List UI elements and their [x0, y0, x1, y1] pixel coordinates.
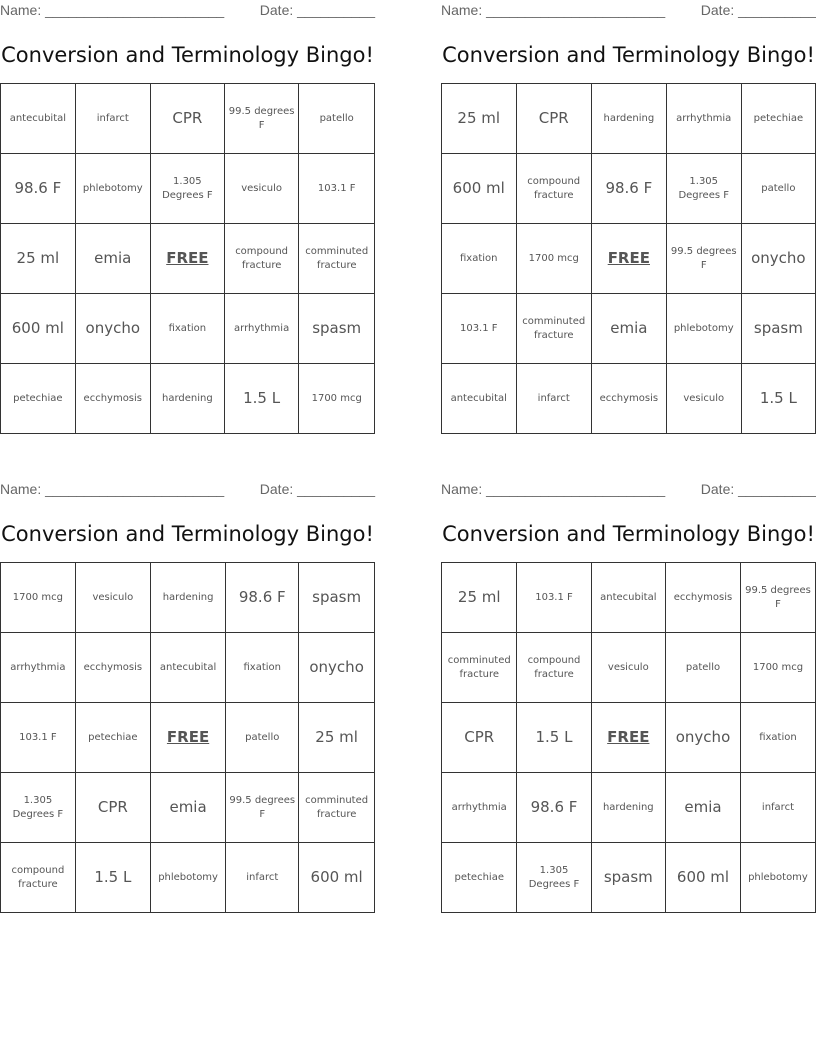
bingo-cell: hardening [150, 563, 225, 633]
free-space-cell: FREE [150, 703, 225, 773]
bingo-row [1, 364, 375, 434]
bingo-row [1, 563, 375, 633]
bingo-cell: fixation [150, 294, 224, 364]
bingo-cell: fixation [226, 633, 299, 703]
bingo-cell: CPR [150, 84, 224, 154]
name-date-row [441, 0, 816, 22]
bingo-cell: ecchymosis [75, 633, 150, 703]
bingo-cell: petechiae [1, 364, 76, 434]
name-date-row [441, 479, 816, 501]
bingo-cell: arrhythmia [666, 84, 741, 154]
bingo-cell: spasm [591, 843, 666, 913]
bingo-row [442, 563, 816, 633]
bingo-cell: patello [299, 84, 375, 154]
bingo-cell: arrhythmia [442, 773, 517, 843]
bingo-row [1, 84, 375, 154]
bingo-cell: vesiculo [591, 633, 666, 703]
bingo-cell: emia [150, 773, 225, 843]
card-title: Conversion and Terminology Bingo! [442, 522, 815, 546]
free-space-cell: FREE [591, 703, 666, 773]
bingo-cell: onycho [741, 224, 815, 294]
name-field-label: Name: _______________________ [0, 2, 225, 18]
bingo-row [1, 843, 375, 913]
bingo-cell: phlebotomy [740, 843, 815, 913]
bingo-cell: 98.6 F [591, 154, 666, 224]
bingo-cell: 25 ml [299, 703, 375, 773]
bingo-cell: 98.6 F [226, 563, 299, 633]
bingo-cell: 1700 mcg [740, 633, 815, 703]
bingo-cell: 600 ml [1, 294, 76, 364]
bingo-row [442, 773, 816, 843]
bingo-cell: 25 ml [1, 224, 76, 294]
bingo-cell: spasm [299, 563, 375, 633]
name-field-label: Name: _______________________ [441, 481, 666, 497]
bingo-cell: comminuted fracture [442, 633, 517, 703]
bingo-cell: 1.305 Degrees F [666, 154, 741, 224]
bingo-cell: patello [666, 633, 741, 703]
bingo-cell: CPR [442, 703, 517, 773]
bingo-cell: 103.1 F [299, 154, 375, 224]
bingo-cell: comminuted fracture [299, 773, 375, 843]
bingo-cell: 98.6 F [517, 773, 591, 843]
bingo-cell: 103.1 F [517, 563, 591, 633]
bingo-cell: 1.305 Degrees F [1, 773, 76, 843]
bingo-row [442, 633, 816, 703]
bingo-cell: patello [741, 154, 815, 224]
bingo-cell: antecubital [1, 84, 76, 154]
bingo-cell: petechiae [442, 843, 517, 913]
bingo-cell: 1700 mcg [1, 563, 76, 633]
bingo-cell: arrhythmia [224, 294, 299, 364]
bingo-cell: ecchymosis [666, 563, 741, 633]
bingo-cell: 25 ml [442, 84, 517, 154]
bingo-cell: vesiculo [224, 154, 299, 224]
bingo-cell: vesiculo [666, 364, 741, 434]
bingo-cell: compound fracture [224, 224, 299, 294]
bingo-cell: emia [591, 294, 666, 364]
bingo-cell: ecchymosis [591, 364, 666, 434]
bingo-cell: hardening [591, 773, 666, 843]
bingo-cell: antecubital [150, 633, 225, 703]
bingo-row [442, 364, 816, 434]
bingo-row [1, 773, 375, 843]
bingo-grid [441, 562, 816, 913]
bingo-cell: 103.1 F [1, 703, 76, 773]
bingo-grid [441, 83, 816, 434]
bingo-cell: 1.305 Degrees F [517, 843, 591, 913]
bingo-cell: phlebotomy [666, 294, 741, 364]
bingo-cell: 1700 mcg [516, 224, 591, 294]
bingo-cell: antecubital [591, 563, 666, 633]
bingo-cell: infarct [226, 843, 299, 913]
bingo-row [442, 294, 816, 364]
bingo-cell: 1.5 L [741, 364, 815, 434]
bingo-cell: onycho [75, 294, 150, 364]
bingo-cell: vesiculo [75, 563, 150, 633]
bingo-cell: 99.5 degrees F [740, 563, 815, 633]
bingo-cell: infarct [75, 84, 150, 154]
bingo-cell: comminuted fracture [516, 294, 591, 364]
bingo-cell: emia [75, 224, 150, 294]
bingo-cell: emia [666, 773, 741, 843]
bingo-cell: onycho [666, 703, 741, 773]
date-field-label: Date: __________ [259, 2, 375, 18]
bingo-cell: 600 ml [299, 843, 375, 913]
bingo-row [1, 224, 375, 294]
bingo-cell: 25 ml [442, 563, 517, 633]
card-title: Conversion and Terminology Bingo! [1, 43, 374, 67]
bingo-cell: petechiae [75, 703, 150, 773]
bingo-cell: 1.5 L [224, 364, 299, 434]
bingo-cell: onycho [299, 633, 375, 703]
bingo-cell: compound fracture [517, 633, 591, 703]
bingo-cell: antecubital [442, 364, 517, 434]
bingo-cell: 99.5 degrees F [666, 224, 741, 294]
bingo-row [442, 154, 816, 224]
bingo-cell: 1700 mcg [299, 364, 375, 434]
bingo-cell: 98.6 F [1, 154, 76, 224]
bingo-cell: fixation [740, 703, 815, 773]
bingo-cell: phlebotomy [75, 154, 150, 224]
card-title: Conversion and Terminology Bingo! [1, 522, 374, 546]
bingo-cell: CPR [516, 84, 591, 154]
bingo-cell: hardening [150, 364, 224, 434]
bingo-cell: spasm [741, 294, 815, 364]
bingo-row [442, 703, 816, 773]
bingo-grid [0, 562, 375, 913]
bingo-cell: comminuted fracture [299, 224, 375, 294]
date-field-label: Date: __________ [259, 481, 375, 497]
bingo-cell: hardening [591, 84, 666, 154]
bingo-cell: arrhythmia [1, 633, 76, 703]
bingo-cell: 600 ml [442, 154, 517, 224]
bingo-cell: 600 ml [666, 843, 741, 913]
bingo-cell: 99.5 degrees F [226, 773, 299, 843]
bingo-row [1, 633, 375, 703]
card-title: Conversion and Terminology Bingo! [442, 43, 815, 67]
bingo-cell: compound fracture [1, 843, 76, 913]
bingo-cell: 1.5 L [517, 703, 591, 773]
name-field-label: Name: _______________________ [0, 481, 225, 497]
bingo-cell: infarct [740, 773, 815, 843]
bingo-cell: 1.5 L [75, 843, 150, 913]
bingo-cell: fixation [442, 224, 517, 294]
bingo-cell: phlebotomy [150, 843, 225, 913]
name-field-label: Name: _______________________ [441, 2, 666, 18]
bingo-grid [0, 83, 375, 434]
free-space-cell: FREE [150, 224, 224, 294]
bingo-cell: infarct [516, 364, 591, 434]
name-date-row [0, 479, 375, 501]
bingo-row [1, 294, 375, 364]
bingo-cell: patello [226, 703, 299, 773]
bingo-cell: petechiae [741, 84, 815, 154]
bingo-cell: 1.305 Degrees F [150, 154, 224, 224]
bingo-cell: CPR [75, 773, 150, 843]
bingo-row [1, 154, 375, 224]
bingo-row [442, 84, 816, 154]
bingo-cell: compound fracture [516, 154, 591, 224]
bingo-row [442, 224, 816, 294]
date-field-label: Date: __________ [700, 481, 816, 497]
bingo-row [442, 843, 816, 913]
name-date-row [0, 0, 375, 22]
bingo-cell: ecchymosis [75, 364, 150, 434]
bingo-row [1, 703, 375, 773]
bingo-cell: spasm [299, 294, 375, 364]
bingo-cell: 103.1 F [442, 294, 517, 364]
date-field-label: Date: __________ [700, 2, 816, 18]
bingo-cell: 99.5 degrees F [224, 84, 299, 154]
free-space-cell: FREE [591, 224, 666, 294]
